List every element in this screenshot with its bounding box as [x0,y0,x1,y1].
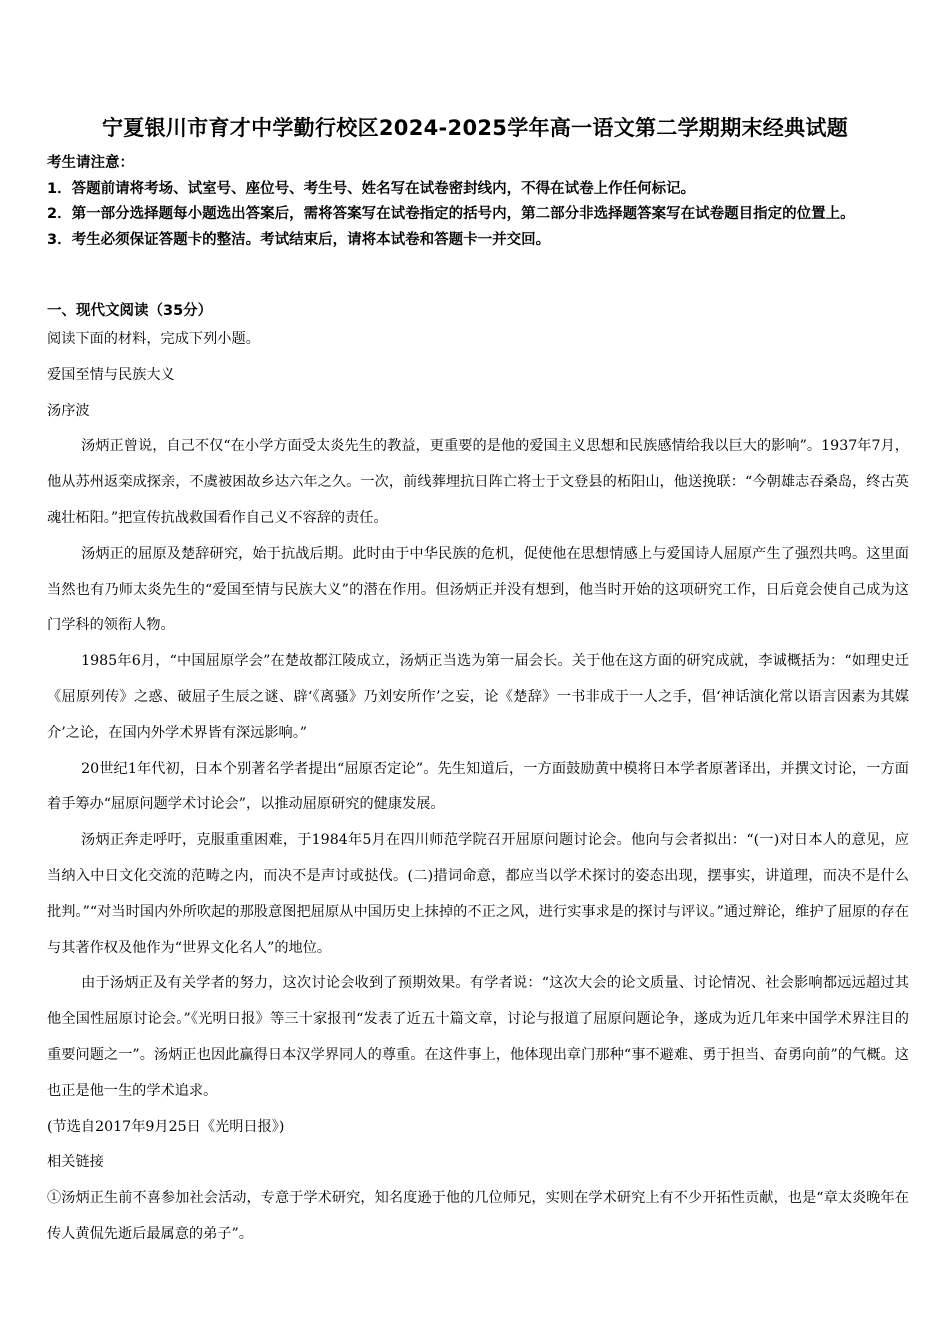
article-paragraph: 1985年6月，“中国屈原学会”在楚故都江陵成立，汤炳正当选为第一届会长。关于他在这方面的研究成就，李诚概括为：“如理史迁《屈原列传》之惑、破屈子生辰之谜、辟‘《离骚》乃刘安所作’之妄，论《楚辞》一书非成于一人之手，倡‘神话演化常以语言因素为其媒介’之论，在国内外学术界皆有深远影响。” [47,653,909,741]
reading-instruction: 阅读下面的材料，完成下列小题。 [47,331,260,347]
notice-item: 1．答题前请将考场、试室号、座位号、考生号、姓名写在试卷密封线内，不得在试卷上作任何标记。 [47,180,696,197]
article-paragraph: 20世纪1年代初，日本个别著名学者提出“屈原否定论”。先生知道后，一方面鼓励黄中模将日本学者原著译出，并撰文讨论，一方面着手筹办“屈原问题学术讨论会”，以推动屈原研究的健康发展。 [47,760,909,813]
related-links-heading: 相关链接 [47,1154,104,1171]
reading-material [47,322,909,1253]
article-author: 汤序波 [47,402,90,419]
candidate-notice [47,151,907,253]
article-paragraph: 汤炳正的屈原及楚辞研究，始于抗战后期。此时由于中华民族的危机，促使他在思想情感上与爱国诗人屈原产生了强烈共鸣。这里面当然也有乃师太炎先生的“爱国至情与民族大义”的潜在作用。但汤炳正并没有想到，他当时开始的这项研究工作，日后竟会使自己成为这门学科的领衔人物。 [47,545,909,634]
article-paragraph: 汤炳正奔走呼吁，克服重重困难，于1984年5月在四川师范学院召开屈原问题讨论会。他向与会者拟出：“(一)对日本人的意见，应当纳入中日文化交流的范畴之内，而决不是声讨或挞伐。(二)措词命意，都应当以学术探讨的姿态出现，摆事实，讲道理，而决不是什么批判。”“对当时国内外所吹起的那股意图把屈原从中国历史上抹掉的不正之风，进行实事求是的探讨与评议。”通过辩论，维护了屈原的存在与其著作权及他作为“世界文化名人”的地位。 [47,832,909,956]
notice-item: 2．第一部分选择题每小题选出答案后，需将答案写在试卷指定的括号内，第二部分非选择题答案写在试卷题目指定的位置上。 [47,206,855,222]
exam-title: 宁夏银川市育才中学勤行校区2024-2025学年高一语文第二学期期末经典试题 [101,116,848,140]
article-source: (节选自2017年9月25日《光明日报》) [47,1118,285,1135]
article-paragraph: 由于汤炳正及有关学者的努力，这次讨论会收到了预期效果。有学者说：“这次大会的论文质量、讨论情况、社会影响都远远超过其他全国性屈原讨论会。”《光明日报》等三十家报刊“发表了近五十篇文章，讨论与报道了屈原问题论争，遂成为近几年来中国学术界注目的重要问题之一”。汤炳正也因此赢得日本汉学界同人的尊重。在这件事上，他体现出章门那种“事不避难、勇于担当、奋勇向前”的气概。这也正是他一生的学术追求。 [47,975,909,1099]
article-title: 爱国至情与民族大义 [47,366,175,383]
section-heading: 一、现代文阅读（35分） [47,303,213,319]
related-link-item: ①汤炳正生前不喜参加社会活动，专意于学术研究，知名度逊于他的几位师兄，实则在学术研究上有不少开拓性贡献，也是“章太炎晚年在传人黄侃先逝后最属意的弟子”。 [47,1190,909,1242]
notice-item: 3．考生必须保证答题卡的整洁。考试结束后，请将本试卷和答题卡一并交回。 [47,231,551,248]
notice-heading: 考生请注意： [47,155,134,171]
article-paragraph: 汤炳正曾说，自己不仅“在小学方面受太炎先生的教益，更重要的是他的爱国主义思想和民族感情给我以巨大的影响”。1937年7月，他从苏州返栾成探亲，不虞被困故乡达六年之久。一次，前线葬埋抗日阵亡将士于文登县的柘阳山，他送挽联：“今朝雄志吞桑岛，终古英魂壮柘阳。”把宣传抗战救国看作自己义不容辞的责任。 [47,438,909,526]
